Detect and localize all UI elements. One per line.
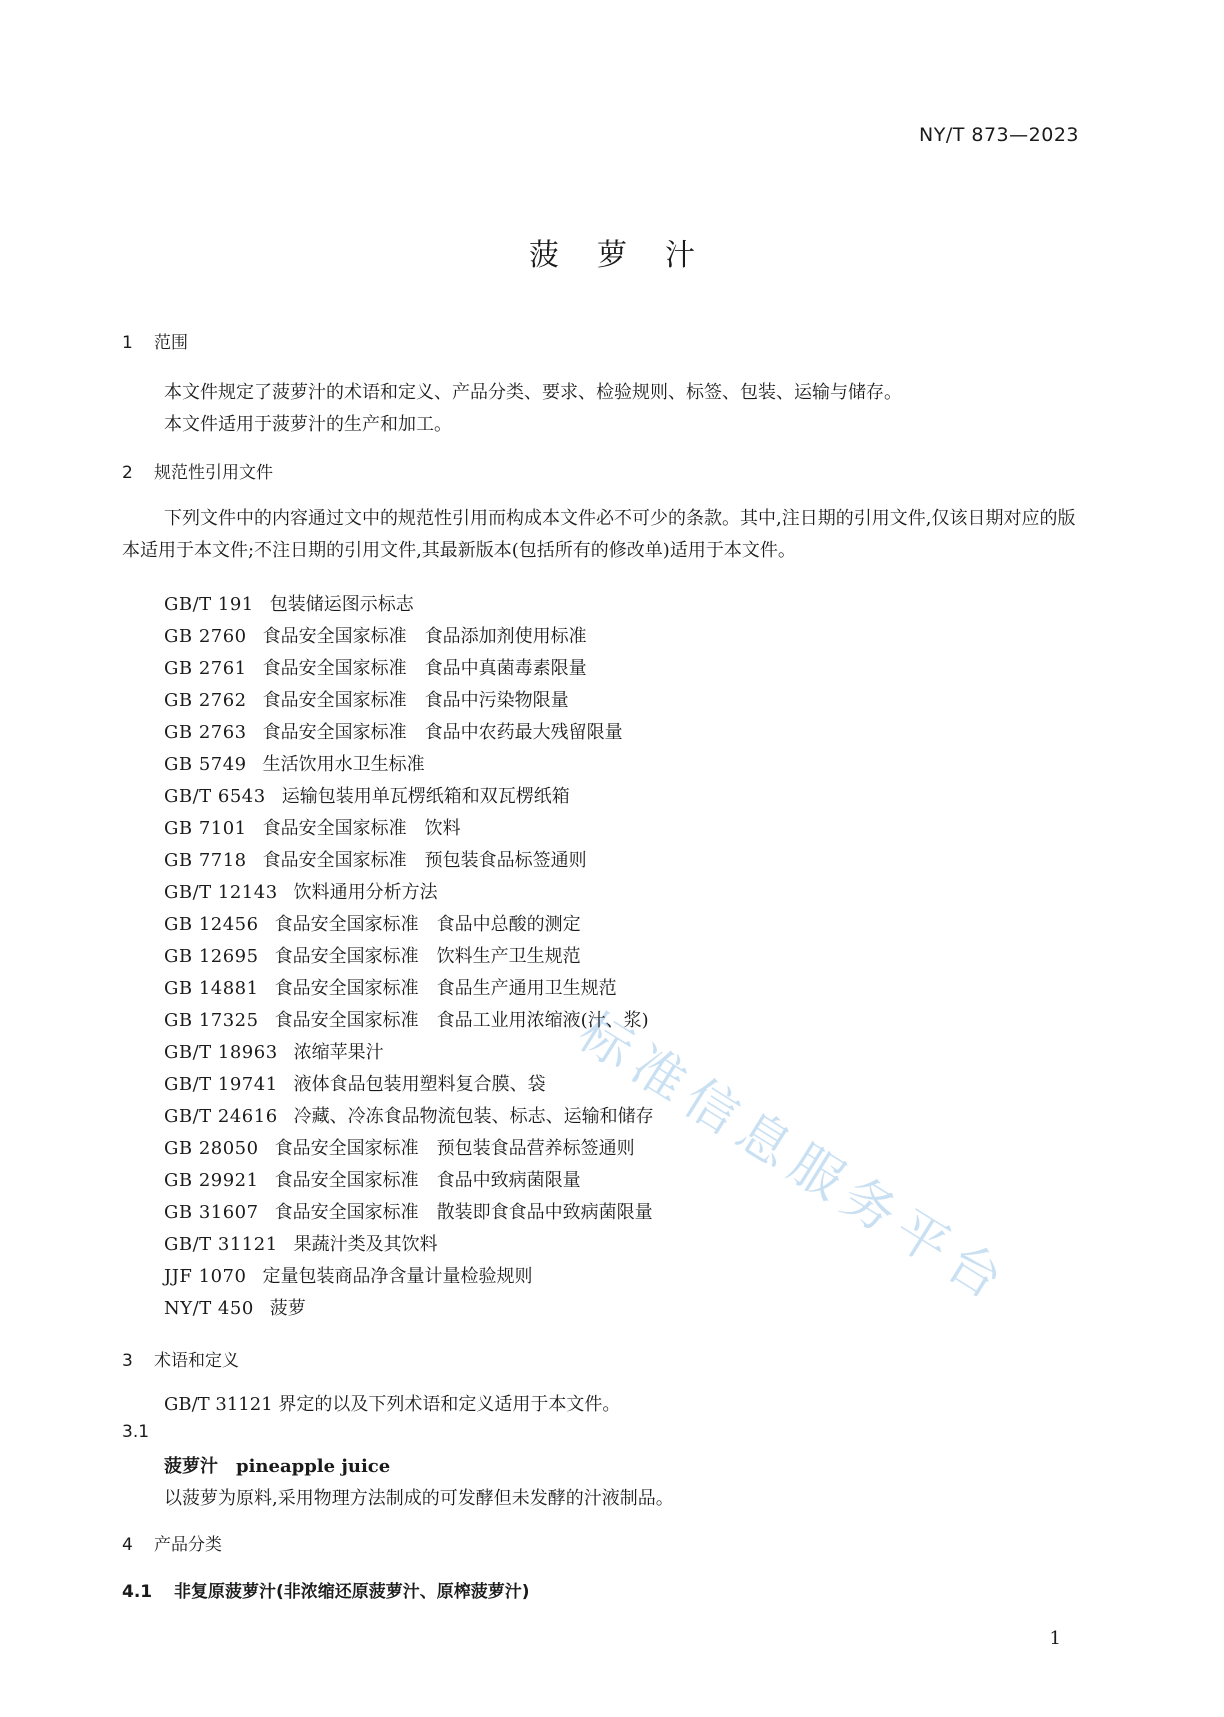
reference-title: 定量包装商品净含量计量检验规则 [262,1266,533,1287]
reference-title: 浓缩苹果汁 [293,1042,384,1063]
reference-title: 食品安全国家标准 食品工业用浓缩液(汁、浆) [274,1010,649,1031]
reference-list [164,590,654,1326]
reference-item [164,1262,654,1294]
term-english: pineapple juice [236,1456,391,1477]
reference-item [164,1070,654,1102]
reference-item [164,1006,654,1038]
watermark-text: 标准信息服务平台 [568,1002,1021,1316]
section-4-heading [122,1530,222,1555]
reference-item [164,942,654,974]
reference-item [164,718,654,750]
reference-item [164,622,654,654]
reference-item [164,654,654,686]
reference-code: GB/T 31121 [164,1234,278,1255]
reference-item [164,782,654,814]
reference-code: GB/T 24616 [164,1106,278,1127]
reference-code: GB 12456 [164,914,259,935]
reference-item [164,974,654,1006]
scope-paragraph-1: 本文件规定了菠萝汁的术语和定义、产品分类、要求、检验规则、标签、包装、运输与储存。 [164,382,902,403]
reference-code: GB 14881 [164,978,259,999]
reference-code: NY/T 450 [164,1298,254,1319]
terms-intro: GB/T 31121 界定的以及下列术语和定义适用于本文件。 [164,1394,621,1415]
section-title: 产品分类 [154,1535,222,1555]
section-1-heading [122,328,188,353]
term-heading [164,1452,390,1478]
reference-code: GB 29921 [164,1170,259,1191]
clause-3-1-number: 3.1 [122,1422,150,1442]
reference-item [164,1230,654,1262]
reference-code: JJF 1070 [164,1266,247,1287]
reference-title: 食品安全国家标准 食品中污染物限量 [262,690,569,711]
reference-title: 食品安全国家标准 食品中总酸的测定 [274,914,581,935]
term-definition: 以菠萝为原料,采用物理方法制成的可发酵但未发酵的汁液制品。 [164,1488,674,1509]
page-number: 1 [1049,1628,1061,1649]
reference-code: GB 2762 [164,690,247,711]
section-number: 4 [122,1535,133,1555]
reference-item [164,1166,654,1198]
reference-title: 饮料通用分析方法 [293,882,438,903]
page-title: 菠萝汁 [529,238,733,273]
reference-item [164,590,654,622]
reference-code: GB 2763 [164,722,247,743]
reference-title: 液体食品包装用塑料复合膜、袋 [293,1074,546,1095]
section-title: 术语和定义 [154,1351,239,1371]
reference-item [164,750,654,782]
reference-item [164,878,654,910]
reference-title: 食品安全国家标准 预包装食品营养标签通则 [274,1138,635,1159]
reference-item [164,1294,654,1326]
reference-code: GB/T 19741 [164,1074,278,1095]
section-number: 3 [122,1351,133,1371]
reference-title: 食品安全国家标准 食品中农药最大残留限量 [262,722,623,743]
reference-item [164,814,654,846]
reference-code: GB 12695 [164,946,259,967]
section-3-heading [122,1346,239,1371]
reference-code: GB 7718 [164,850,247,871]
reference-item [164,686,654,718]
section-title: 非复原菠萝汁(非浓缩还原菠萝汁、原榨菠萝汁) [174,1582,530,1602]
reference-title: 菠萝 [269,1298,306,1319]
document-id: NY/T 873—2023 [919,124,1079,146]
reference-item [164,1198,654,1230]
reference-title: 食品安全国家标准 食品添加剂使用标准 [262,626,587,647]
reference-code: GB/T 6543 [164,786,266,807]
section-number: 2 [122,463,133,483]
section-4-1-heading [122,1577,530,1602]
reference-title: 食品安全国家标准 散装即食食品中致病菌限量 [274,1202,653,1223]
reference-title: 食品安全国家标准 饮料生产卫生规范 [274,946,581,967]
scope-paragraph-2: 本文件适用于菠萝汁的生产和加工。 [164,414,452,435]
reference-code: GB/T 12143 [164,882,278,903]
section-2-heading [122,458,273,483]
reference-code: GB 31607 [164,1202,259,1223]
reference-title: 食品安全国家标准 预包装食品标签通则 [262,850,587,871]
reference-item [164,846,654,878]
reference-title: 食品安全国家标准 食品生产通用卫生规范 [274,978,617,999]
reference-code: GB 2760 [164,626,247,647]
reference-code: GB 5749 [164,754,247,775]
reference-code: GB/T 191 [164,594,254,615]
reference-item [164,1038,654,1070]
reference-title: 食品安全国家标准 食品中真菌毒素限量 [262,658,587,679]
section-number: 4.1 [122,1582,153,1602]
term-chinese: 菠萝汁 [164,1456,218,1477]
reference-title: 食品安全国家标准 饮料 [262,818,461,839]
section-title: 范围 [154,333,188,353]
reference-code: GB 7101 [164,818,247,839]
reference-code: GB 28050 [164,1138,259,1159]
reference-title: 冷藏、冷冻食品物流包装、标志、运输和储存 [293,1106,654,1127]
reference-title: 食品安全国家标准 食品中致病菌限量 [274,1170,581,1191]
reference-title: 生活饮用水卫生标准 [262,754,425,775]
reference-code: GB 17325 [164,1010,259,1031]
reference-title: 果蔬汁类及其饮料 [293,1234,438,1255]
section-number: 1 [122,333,133,353]
reference-item [164,1102,654,1134]
reference-item [164,910,654,942]
normative-intro: 下列文件中的内容通过文中的规范性引用而构成本文件必不可少的条款。其中,注日期的引用文件,仅该日期对应的版本适用于本文件;不注日期的引用文件,其最新版本(包括所有的修改单)适用于本文件。 [122,508,1076,561]
reference-title: 运输包装用单瓦楞纸箱和双瓦楞纸箱 [281,786,570,807]
reference-title: 包装储运图示标志 [269,594,414,615]
section-title: 规范性引用文件 [154,463,273,483]
reference-code: GB/T 18963 [164,1042,278,1063]
reference-code: GB 2761 [164,658,247,679]
reference-item [164,1134,654,1166]
